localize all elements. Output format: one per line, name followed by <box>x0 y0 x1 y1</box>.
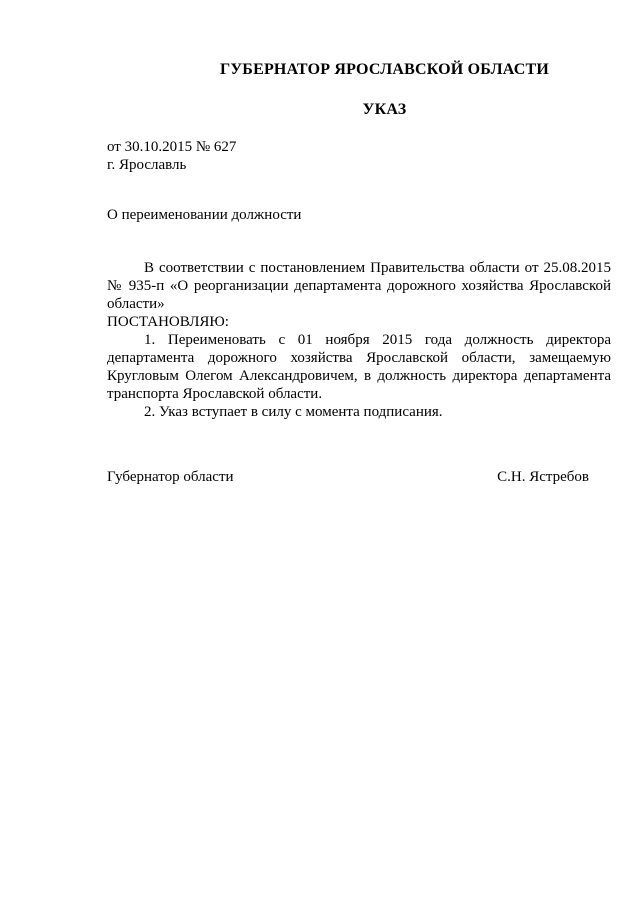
preamble-paragraph: В соответствии с постановлением Правительства области от 25.08.2015 № 935-п «О реорганизации департамента дорожного хозяйства Ярославской области» <box>107 260 611 312</box>
city-line: г. Ярославль <box>107 157 187 173</box>
date-number-line: от 30.10.2015 № 627 <box>107 139 237 155</box>
signature-block <box>107 468 589 486</box>
item-1-paragraph: 1. Переименовать с 01 ноября 2015 года должность директора департамента дорожного хозяйства Ярославской области, замещаемую Кругловым Олегом Александровичем, в должность директора департамента транспорта Ярославской области. <box>107 332 611 402</box>
signatory-name: С.Н. Ястребов <box>497 469 589 485</box>
authority-heading: ГУБЕРНАТОР ЯРОСЛАВСКОЙ ОБЛАСТИ <box>219 61 550 78</box>
item-2-paragraph: 2. Указ вступает в силу с момента подписания. <box>144 404 443 420</box>
document-type-heading: УКАЗ <box>362 101 407 118</box>
signatory-position: Губернатор области <box>107 469 234 485</box>
resolve-line: ПОСТАНОВЛЯЮ: <box>107 314 229 330</box>
decree-body <box>107 259 611 421</box>
subject-line: О переименовании должности <box>107 207 302 223</box>
